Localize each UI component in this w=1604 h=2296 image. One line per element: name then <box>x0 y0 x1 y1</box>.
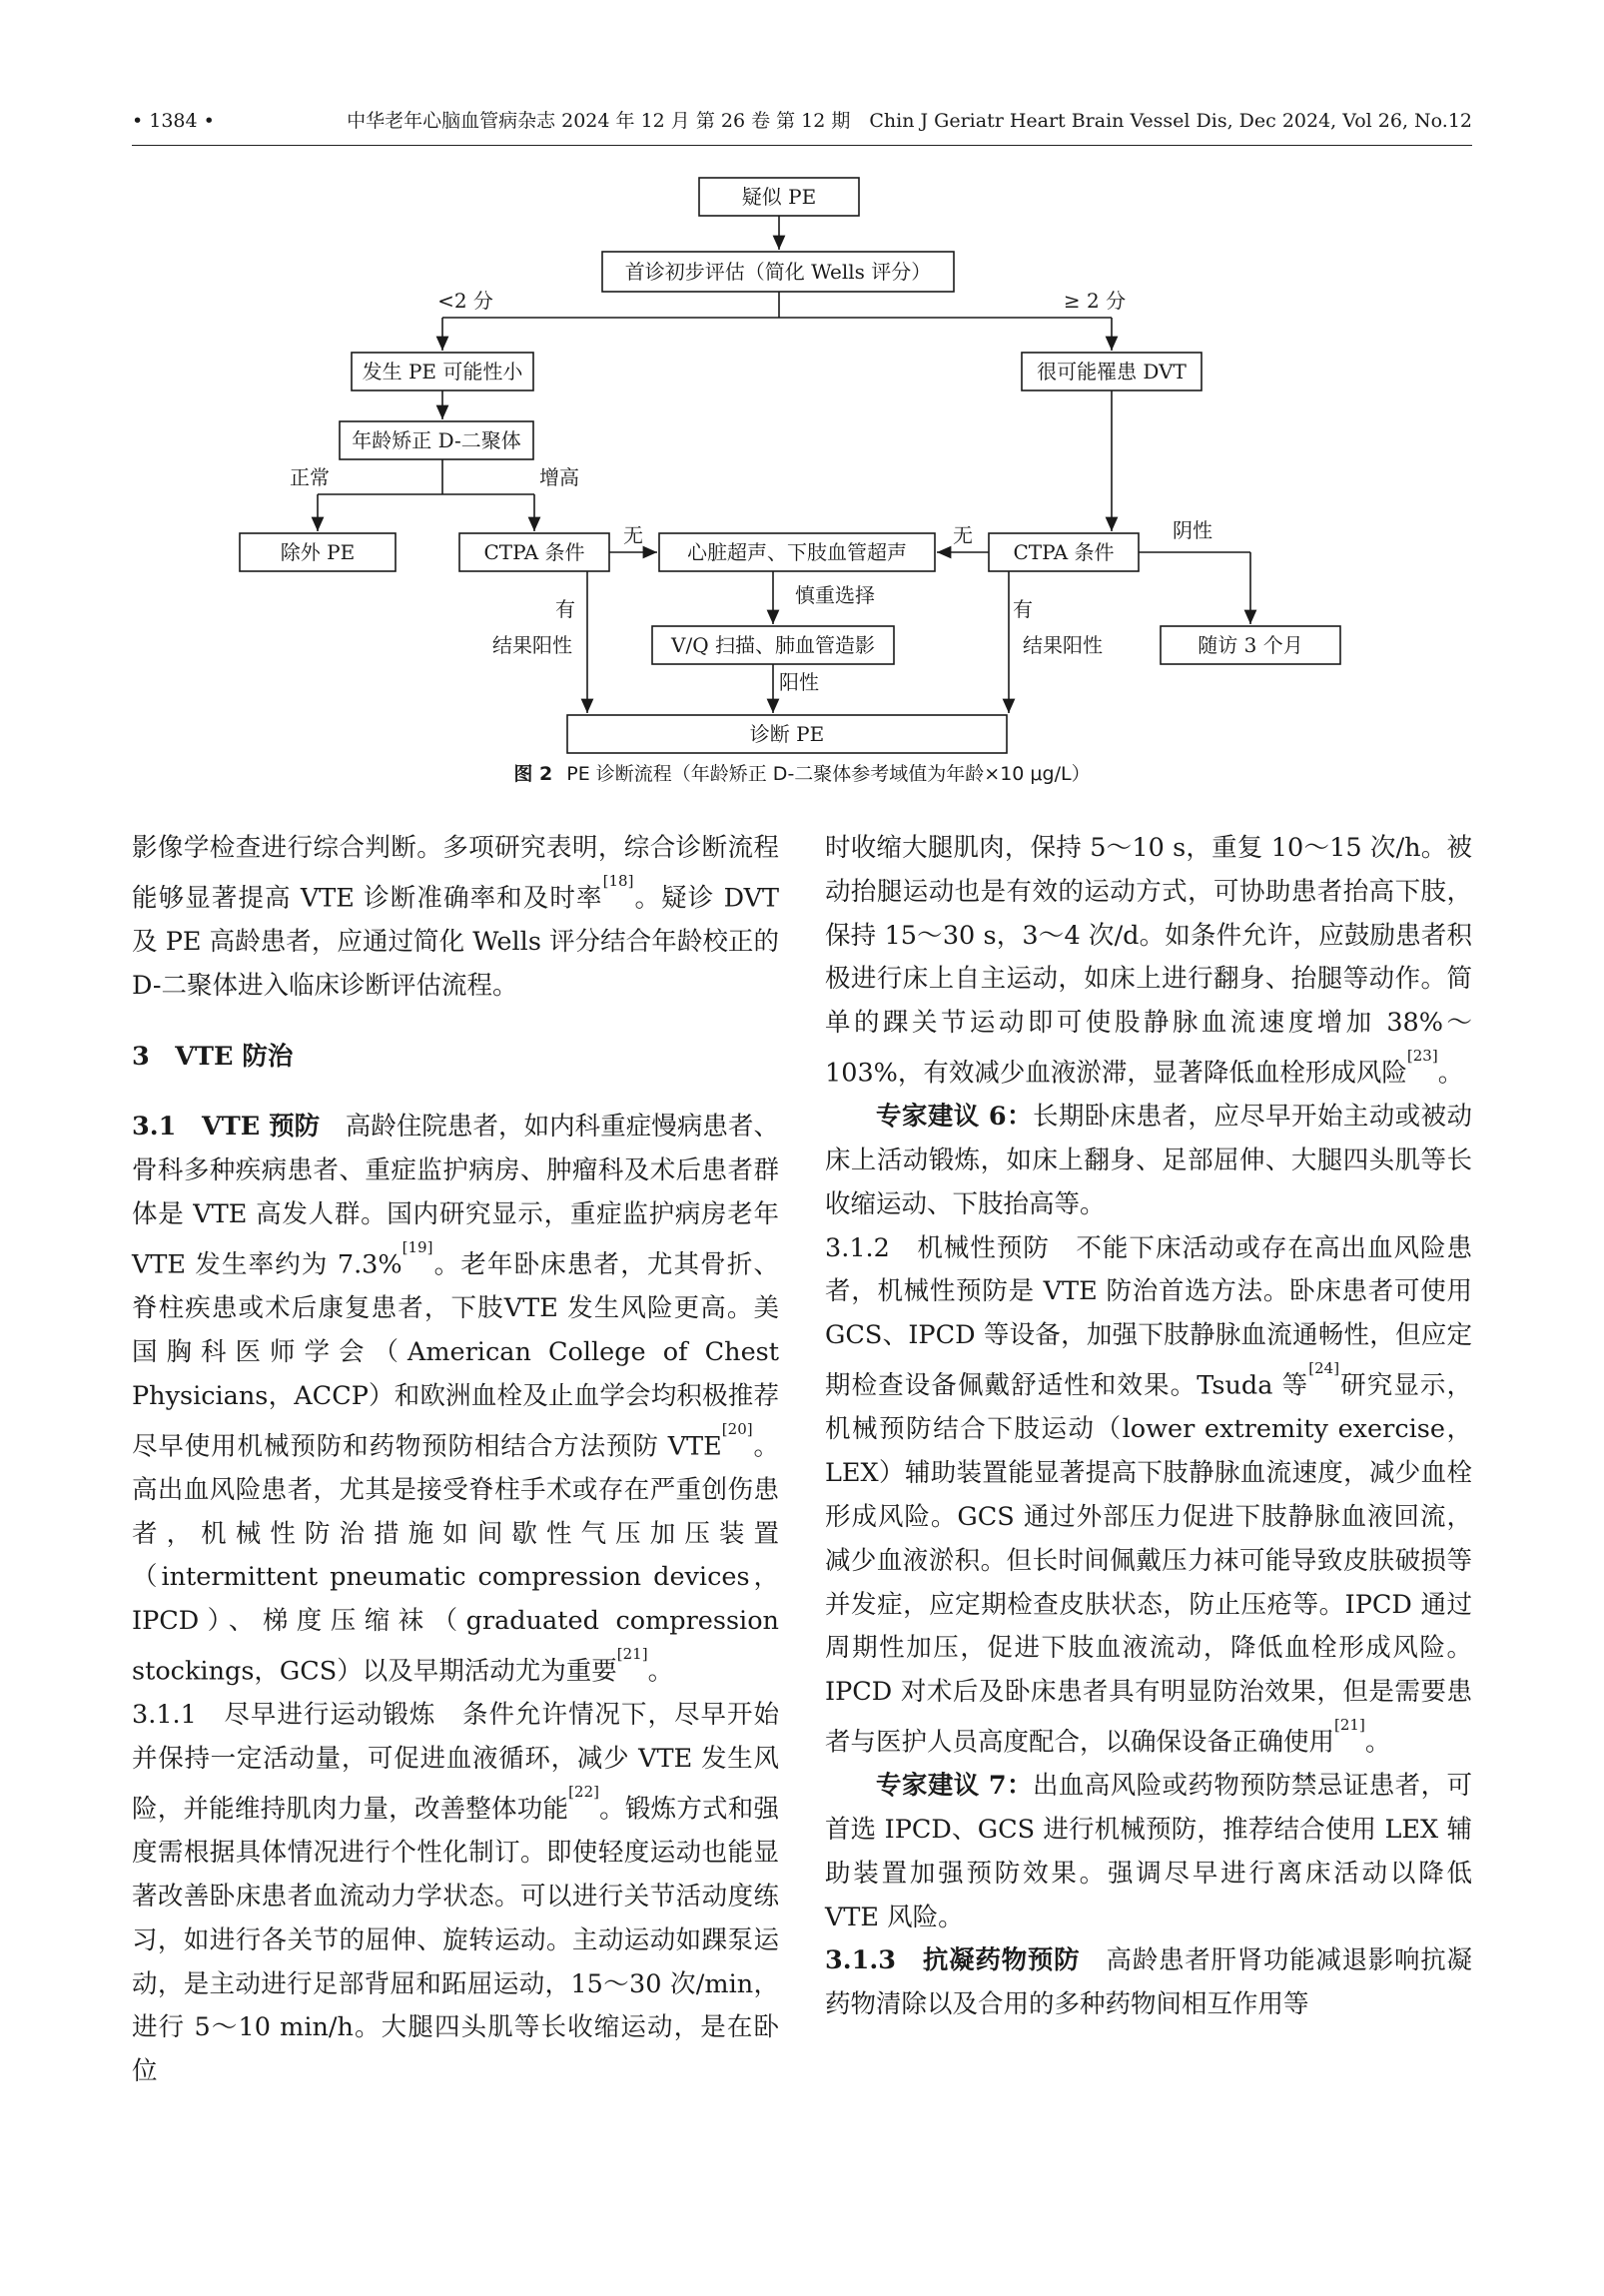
journal-header: 中华老年心脑血管病杂志 2024 年 12 月 第 26 卷 第 12 期 Chin J Geriatr Heart Brain Vessel Dis, Dec 2024, Vol 26, No.12 <box>347 110 1472 132</box>
node-echo: 心脏超声、下肢血管超声 <box>687 540 907 564</box>
label-positive-right: 结果阳性 <box>1023 633 1103 657</box>
paragraph: 3.1.2 机械性预防 不能下床活动或存在高出血风险患者，机械性预防是 VTE 防治首选方法。卧床患者可使用 GCS、IPCD 等设备，加强下肢静脉血流通畅性，但应定期检查设备佩戴舒适性和效果。Tsuda 等[24]研究显示，机械预防结合下肢运动（lower extremity exercise，LEX）辅助装置能显著提高下肢静脉血流速度，减少血栓形成风险。GCS 通过外部压力促进下肢静脉血液回流，减少血液淤积。但长时间佩戴压力袜可能导致皮肤破损等并发症，应定期检查皮肤状态，防止压疮等。IPCD 通过周期性加压，促进下肢血液流动，降低血栓形成风险。IPCD 对术后及卧床患者具有明显防治效果，但是需要患者与医护人员高度配合，以确保设备正确使用[21]。 <box>825 1232 1472 1758</box>
node-vq: V/Q 扫描、肺血管造影 <box>671 633 875 657</box>
label-none-right: 无 <box>953 523 973 547</box>
subsection-heading: 3.1.2 机械性预防 <box>825 1232 1050 1263</box>
label-have-right: 有 <box>1013 597 1033 621</box>
node-suspect-pe: 疑似 PE <box>741 185 817 209</box>
figure-caption-text: PE 诊断流程（年龄矫正 D-二聚体参考域值为年龄×10 μg/L） <box>566 763 1091 785</box>
citation: [19] <box>401 1237 433 1256</box>
citation: [21] <box>616 1645 648 1664</box>
subsection-heading: 3.1.3 抗凝药物预防 <box>825 1945 1081 1976</box>
node-followup: 随访 3 个月 <box>1198 633 1303 657</box>
left-column <box>132 827 779 2094</box>
citation: [22] <box>568 1782 599 1801</box>
node-likely-dvt: 很可能罹患 DVT <box>1037 360 1187 383</box>
page-number: • 1384 • <box>132 110 215 132</box>
label-ge2: ≥ 2 分 <box>1063 289 1127 313</box>
node-diagnose: 诊断 PE <box>749 722 825 746</box>
expert-advice: 专家建议 7：出血高风险或药物预防禁忌证患者，可首选 IPCD、GCS 进行机械预防，推荐结合使用 LEX 辅助装置加强预防效果。强调尽早进行离床活动以降低 VTE 风险。 <box>825 1771 1472 1932</box>
citation: [24] <box>1308 1359 1340 1378</box>
label-normal: 正常 <box>290 465 330 489</box>
label-positive: 阳性 <box>779 670 819 694</box>
citation: [18] <box>602 871 634 890</box>
citation: [21] <box>1334 1715 1365 1734</box>
subsection-heading: 3.1 VTE 预防 <box>132 1112 321 1143</box>
figure-number: 图 2 <box>513 763 553 785</box>
expert-advice-heading: 专家建议 6： <box>876 1102 1033 1133</box>
subsection-heading: 3.1.1 尽早进行运动锻炼 <box>132 1700 436 1731</box>
paragraph: 时收缩大腿肌肉，保持 5～10 s，重复 10～15 次/h。被动抬腿运动也是有效的运动方式，可协助患者抬高下肢，保持 15～30 s，3～4 次/d。如条件允许，应鼓励患者积极进行床上自主运动，如床上进行翻身、抬腿等动作。简单的踝关节运动即可使股静脉血流速度增加 38%～103%，有效减少血液淤滞，显著降低血栓形成风险[23]。 <box>825 833 1472 1089</box>
figure-caption <box>0 759 1604 786</box>
section-heading: 3 VTE 防治 <box>132 1041 294 1072</box>
expert-advice: 专家建议 6：长期卧床患者，应尽早开始主动或被动床上活动锻炼，如床上翻身、足部屈伸、大腿四头肌等长收缩运动、下肢抬高等。 <box>825 1102 1472 1219</box>
citation: [20] <box>721 1419 753 1438</box>
node-ctpa-left: CTPA 条件 <box>483 540 585 564</box>
paragraph: 3.1.3 抗凝药物预防 高龄患者肝肾功能减退影响抗凝药物清除以及合用的多种药物间相互作用等 <box>825 1945 1472 2020</box>
label-none-left: 无 <box>623 523 643 547</box>
node-ddimer: 年龄矫正 D-二聚体 <box>352 428 521 452</box>
label-have-left: 有 <box>555 597 575 621</box>
citation: [23] <box>1406 1046 1438 1065</box>
node-ctpa-right: CTPA 条件 <box>1013 540 1115 564</box>
label-positive-left: 结果阳性 <box>492 633 572 657</box>
node-low-probability: 发生 PE 可能性小 <box>362 360 523 383</box>
label-negative: 阴性 <box>1173 518 1212 542</box>
node-wells: 首诊初步评估（简化 Wells 评分） <box>624 260 932 284</box>
paragraph: 3.1.1 尽早进行运动锻炼 条件允许情况下，尽早开始并保持一定活动量，可促进血液循环，减少 VTE 发生风险，并能维持肌肉力量，改善整体功能[22]。锻炼方式和强度需根据具体情况进行个性化制订。即使轻度运动也能显著改善卧床患者血流动力学状态。可以进行关节活动度练习，如进行各关节的屈伸、旋转运动。主动运动如踝泵运动，是主动进行足部背屈和跖屈运动，15～30 次/min，进行 5～10 min/h。大腿四头肌等长收缩运动，是在卧位 <box>132 1700 779 2087</box>
right-column <box>825 827 1472 2027</box>
node-exclude-pe: 除外 PE <box>280 540 356 564</box>
paragraph: 3.1 VTE 预防 高龄住院患者，如内科重症慢病患者、骨科多种疾病患者、重症监护病房、肿瘤科及术后患者群体是 VTE 高发人群。国内研究显示，重症监护病房老年 VTE 发生率约为 7.3%[19]。老年卧床患者，尤其骨折、脊柱疾患或术后康复患者，下肢VTE 发生风险更高。美国胸科医师学会（American College of Chest Physicians，ACCP）和欧洲血栓及止血学会均积极推荐尽早使用机械预防和药物预防相结合方法预防 VTE[20]。高出血风险患者，尤其是接受脊柱手术或存在严重创伤患者，机械性防治措施如间歇性气压加压装置（intermittent pneumatic compression devices，IPCD）、梯度压缩袜（graduated compression stockings，GCS）以及早期活动尤为重要[21]。 <box>132 1112 779 1687</box>
label-high: 增高 <box>539 465 579 489</box>
expert-advice-heading: 专家建议 7： <box>876 1771 1033 1802</box>
label-careful: 慎重选择 <box>795 583 875 607</box>
paragraph: 影像学检查进行综合判断。多项研究表明，综合诊断流程能够显著提高 VTE 诊断准确率和及时率[18]。疑诊 DVT 及 PE 高龄患者，应通过简化 Wells 评分结合年龄校正的 D-二聚体进入临床诊断评估流程。 <box>132 833 779 1001</box>
flowchart <box>0 0 1604 759</box>
label-lt2: <2 分 <box>437 289 493 313</box>
